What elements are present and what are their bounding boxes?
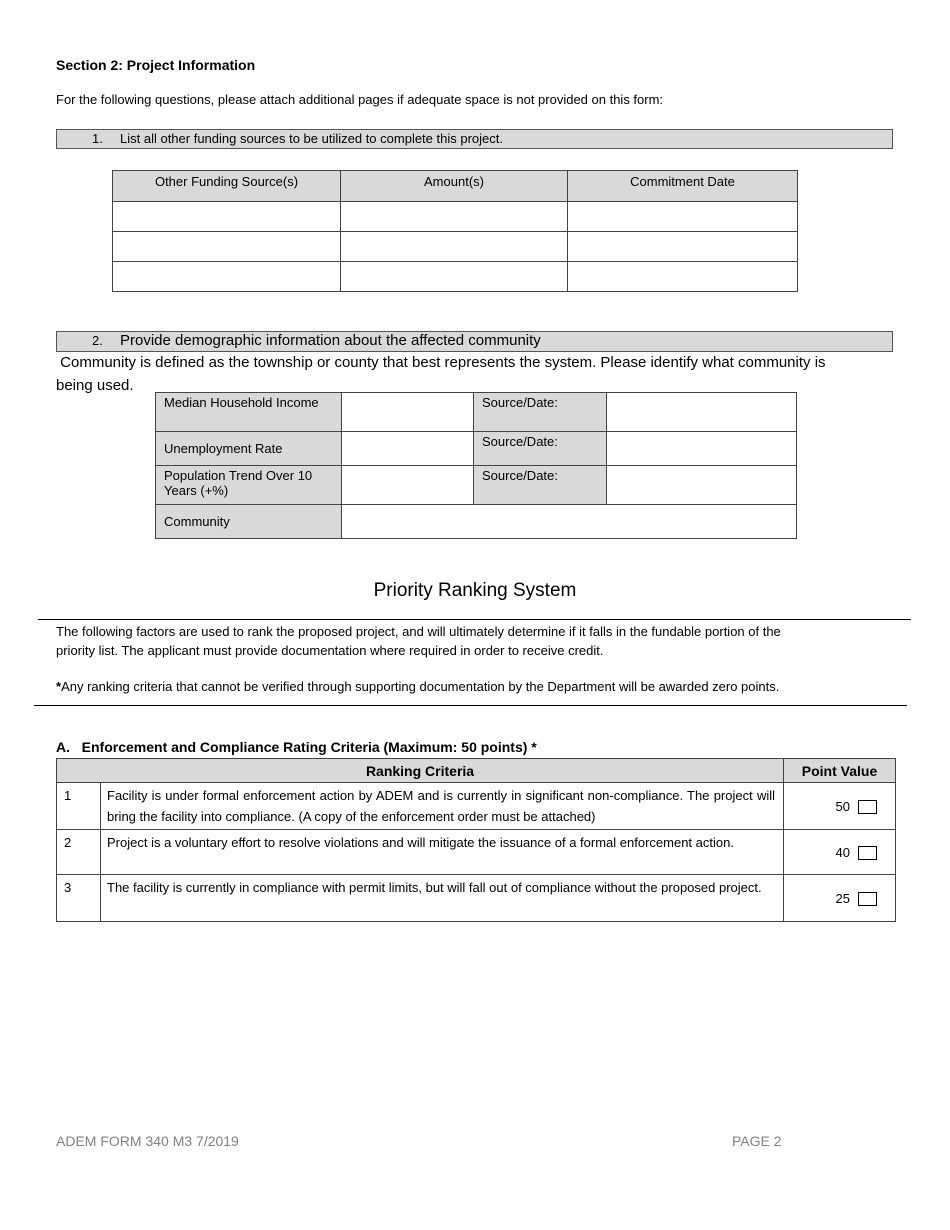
funding-source-cell[interactable] xyxy=(113,262,341,292)
column-header: Other Funding Source(s) xyxy=(113,171,341,202)
source-date-label: Source/Date: xyxy=(474,393,607,432)
point-value: 40 xyxy=(835,844,851,860)
amount-cell[interactable] xyxy=(341,262,568,292)
table-header-row xyxy=(113,171,798,202)
unemployment-source[interactable] xyxy=(607,432,797,466)
priority-disclaimer xyxy=(56,679,779,694)
section-intro: For the following questions, please attach additional pages if adequate space is not provided on this form: xyxy=(56,92,664,107)
section-a-heading: A. Enforcement and Compliance Rating Criteria (Maximum: 50 points) * xyxy=(56,739,537,755)
community-note-cont: being used. xyxy=(56,377,134,394)
point-value-cell xyxy=(784,875,896,922)
median-income-source[interactable] xyxy=(607,393,797,432)
commitment-date-cell[interactable] xyxy=(568,262,798,292)
funding-sources-table xyxy=(112,170,798,292)
checkbox[interactable] xyxy=(858,892,877,906)
community-label: Community xyxy=(156,505,342,539)
unemployment-label: Unemployment Rate xyxy=(156,432,342,466)
source-date-label: Source/Date: xyxy=(474,432,607,466)
point-value-cell xyxy=(784,783,896,830)
criteria-number: 1 xyxy=(57,783,101,830)
table-row xyxy=(156,432,797,466)
commitment-date-cell[interactable] xyxy=(568,202,798,232)
divider xyxy=(34,705,907,706)
priority-paragraph-line: The following factors are used to rank the proposed project, and will ultimately determine if it falls in the fundable portion of the xyxy=(56,624,781,639)
median-income-value[interactable] xyxy=(342,393,474,432)
criteria-text: Facility is under formal enforcement action by ADEM and is currently in significant non-compliance. The project will bring the facility into compliance. (A copy of the enforcement order must be attached) xyxy=(101,783,784,830)
table-row xyxy=(57,783,896,830)
median-income-label: Median Household Income xyxy=(156,393,342,432)
table-row xyxy=(156,393,797,432)
table-row xyxy=(57,875,896,922)
point-value: 50 xyxy=(835,798,851,814)
population-trend-source[interactable] xyxy=(607,466,797,505)
criteria-number: 2 xyxy=(57,830,101,875)
community-value[interactable] xyxy=(342,505,797,539)
priority-title: Priority Ranking System xyxy=(373,580,577,601)
point-value: 25 xyxy=(835,890,851,906)
demographic-table xyxy=(155,392,797,539)
funding-source-cell[interactable] xyxy=(113,232,341,262)
disclaimer-text: Any ranking criteria that cannot be verified through supporting documentation by the Department will be awarded zero points. xyxy=(61,679,780,694)
table-row xyxy=(156,466,797,505)
table-row xyxy=(113,202,798,232)
section-heading: Section 2: Project Information xyxy=(56,57,256,73)
checkbox[interactable] xyxy=(858,800,877,814)
checkbox[interactable] xyxy=(858,846,877,860)
amount-cell[interactable] xyxy=(341,202,568,232)
column-header: Point Value xyxy=(784,759,896,783)
table-row xyxy=(57,830,896,875)
criteria-text: The facility is currently in compliance with permit limits, but will fall out of compliance without the proposed project. xyxy=(101,875,784,922)
question-2-text: Provide demographic information about the affected community xyxy=(120,332,541,349)
population-trend-value[interactable] xyxy=(342,466,474,505)
criteria-number: 3 xyxy=(57,875,101,922)
question-1-bar xyxy=(56,129,893,149)
table-header-row xyxy=(57,759,896,783)
population-trend-label: Population Trend Over 10 Years (+%) xyxy=(156,466,342,505)
criteria-text: Project is a voluntary effort to resolve violations and will mitigate the issuance of a formal enforcement action. xyxy=(101,830,784,875)
priority-paragraph-line: priority list. The applicant must provide documentation where required in order to receive credit. xyxy=(56,643,604,658)
table-row xyxy=(113,232,798,262)
table-row xyxy=(113,262,798,292)
footer-page-number: PAGE 2 xyxy=(732,1133,782,1149)
community-note: Community is defined as the township or county that best represents the system. Please identify what community is xyxy=(56,354,826,371)
question-1-text: List all other funding sources to be utilized to complete this project. xyxy=(120,131,503,146)
priority-paragraph xyxy=(56,622,896,660)
divider xyxy=(38,619,911,620)
table-row xyxy=(156,505,797,539)
point-value-cell xyxy=(784,830,896,875)
ranking-criteria-table xyxy=(56,758,896,922)
column-header: Commitment Date xyxy=(568,171,798,202)
column-header: Amount(s) xyxy=(341,171,568,202)
footer-form-id: ADEM FORM 340 M3 7/2019 xyxy=(56,1133,239,1149)
asterisk: * xyxy=(56,679,62,694)
commitment-date-cell[interactable] xyxy=(568,232,798,262)
column-header: Ranking Criteria xyxy=(57,759,784,783)
question-2-bar xyxy=(56,331,893,352)
unemployment-value[interactable] xyxy=(342,432,474,466)
question-1-number: 1. xyxy=(92,131,103,146)
funding-source-cell[interactable] xyxy=(113,202,341,232)
question-2-number: 2. xyxy=(92,333,103,348)
source-date-label: Source/Date: xyxy=(474,466,607,505)
amount-cell[interactable] xyxy=(341,232,568,262)
